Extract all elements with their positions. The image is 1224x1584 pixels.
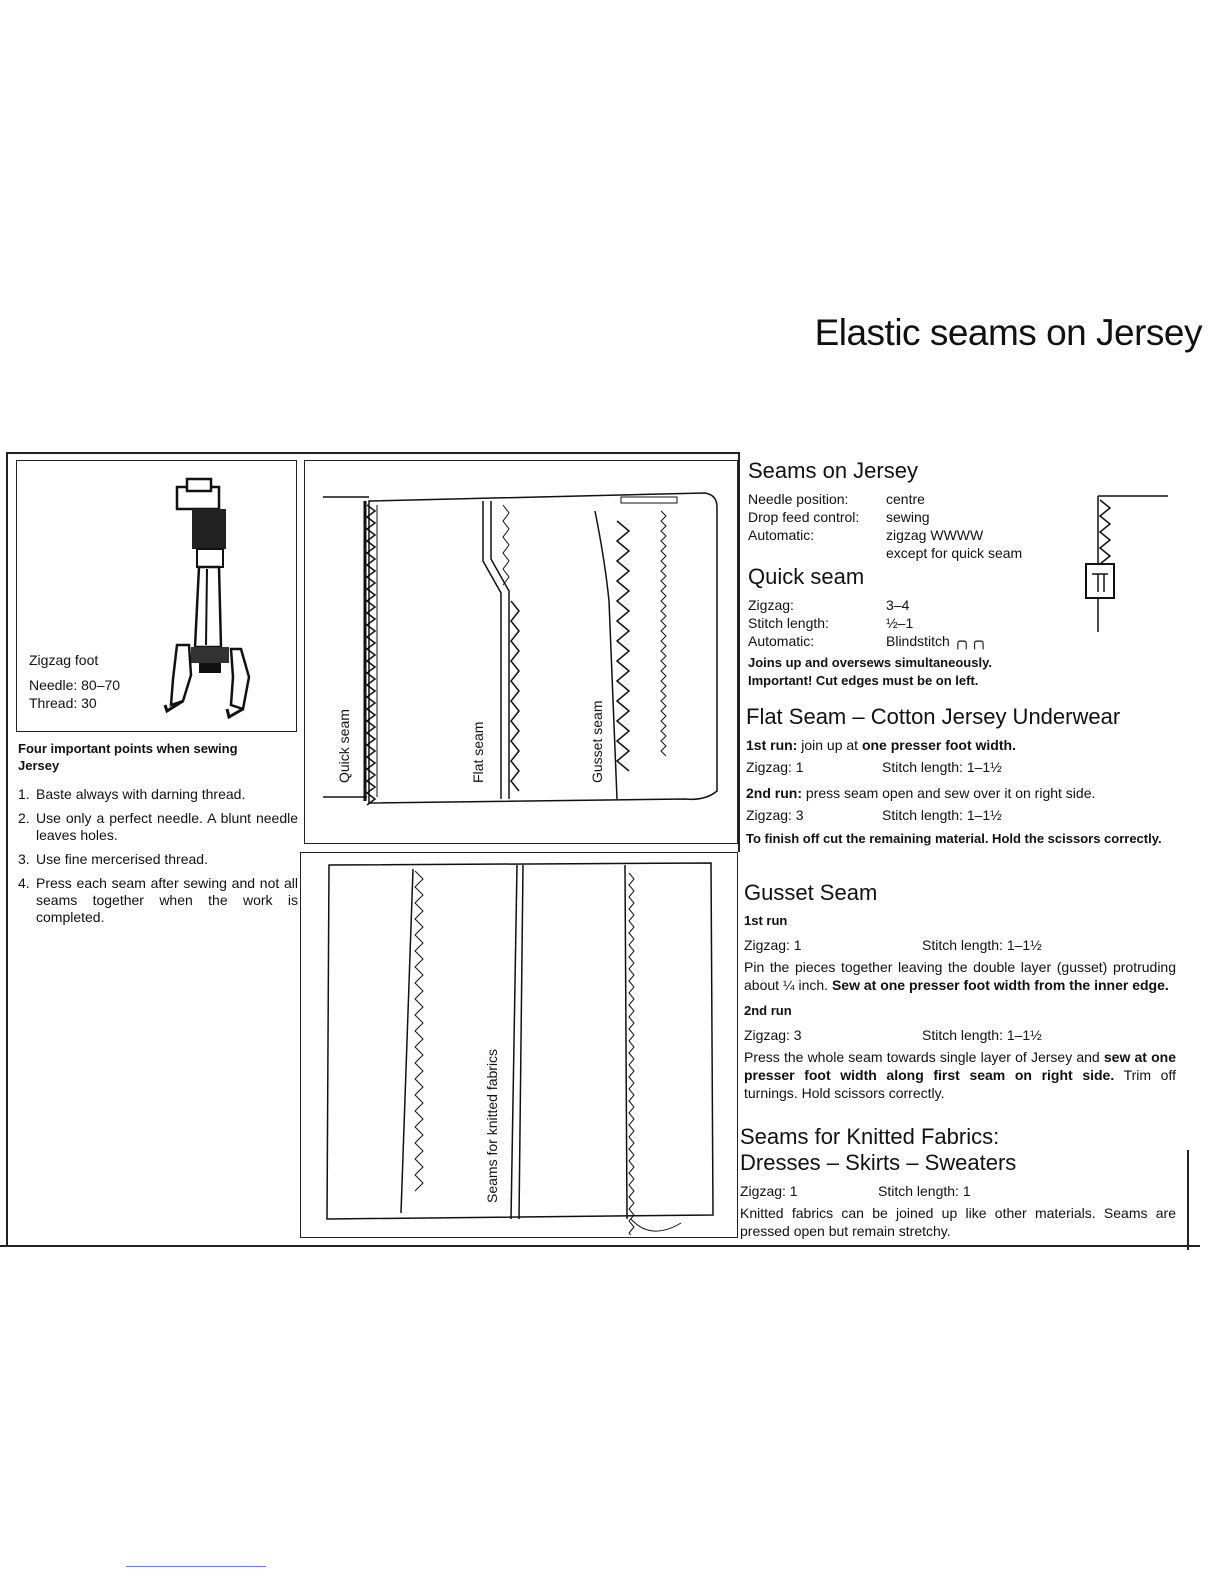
knitted-seams-figure [300, 852, 738, 1238]
knitted-settings: Zigzag: 1 Stitch length: 1 [740, 1183, 971, 1199]
tips-item: 4. Press each seam after sewing and not all seams together when the work is completed. [18, 875, 298, 925]
tips-item: 1. Baste always with darning thread. [18, 786, 246, 802]
zigzag-foot-illustration [137, 469, 297, 729]
flat-seam-run-1: 1st run: join up at one presser foot width. [746, 737, 1016, 753]
setting-row: Drop feed control: sewing [748, 509, 930, 525]
quick-seam-note-2: Important! Cut edges must be on left. [748, 673, 979, 688]
knitted-title-2: Dresses – Skirts – Sweaters [740, 1150, 1017, 1175]
flat-seam-finish: To finish off cut the remaining material. Hold the scissors correctly. [746, 831, 1162, 846]
quick-seam-diagram [1078, 486, 1178, 636]
gusset-run-1-label: 1st run [744, 913, 788, 928]
presser-foot-panel [16, 460, 297, 732]
gusset-seam-section [744, 880, 1176, 1102]
foot-name: Zigzag foot [29, 652, 99, 668]
seams-on-jersey-title: Seams on Jersey [748, 458, 918, 483]
gusset-seam-label: Gusset seam [589, 700, 605, 783]
tips-list [18, 786, 298, 926]
footer-rule [126, 1566, 266, 1567]
frame-right-line [1187, 1150, 1189, 1250]
tips-item: 2. Use only a perfect needle. A blunt needle leaves holes. [18, 810, 298, 843]
gusset-run-1-text: Pin the pieces together leaving the double layer (gusset) protruding about ¼ inch. Sew at one presser foot width from the inner edge. [744, 959, 1176, 993]
page-title: Elastic seams on Jersey [814, 312, 1202, 353]
quick-seam-section [748, 564, 1088, 690]
quick-seam-note-1: Joins up and oversews simultaneously. [748, 655, 992, 670]
flat-seam-section [746, 704, 1178, 848]
tips-section [18, 740, 298, 933]
gusset-run-2-text: Press the whole seam towards single layer of Jersey and sew at one presser foot width along first seam on right side. Trim off turnings. Hold scissors correctly. [744, 1049, 1176, 1101]
setting-row: Automatic: zigzag WWWW [748, 527, 984, 543]
setting-row: Needle position: centre [748, 491, 925, 507]
knitted-fabrics-section [740, 1124, 1176, 1240]
setting-row: Zigzag: 3–4 [748, 597, 910, 613]
knitted-title-1: Seams for Knitted Fabrics: [740, 1124, 1000, 1149]
gusset-run-2-settings: Zigzag: 3 Stitch length: 1–1½ [744, 1027, 1042, 1043]
foot-thread: Thread: 30 [29, 695, 97, 711]
frame-left-line [6, 452, 8, 1246]
knitted-text: Knitted fabrics can be joined up like other materials. Seams are pressed open but remain stretchy. [740, 1205, 1176, 1239]
flat-seam-run-1-settings: Zigzag: 1 Stitch length: 1–1½ [746, 759, 1002, 775]
gusset-run-1-settings: Zigzag: 1 Stitch length: 1–1½ [744, 937, 1042, 953]
frame-bottom-line [0, 1245, 1200, 1247]
tips-heading: Four important points when sewing Jersey [18, 741, 238, 773]
flat-seam-run-2-settings: Zigzag: 3 Stitch length: 1–1½ [746, 807, 1002, 823]
setting-row: Automatic: Blindstitch ╭╮╭╮ [748, 633, 988, 649]
setting-note: except for quick seam [886, 545, 1023, 561]
flat-seam-title: Flat Seam – Cotton Jersey Underwear [746, 704, 1121, 729]
gusset-seam-title: Gusset Seam [744, 880, 878, 905]
foot-needle: Needle: 80–70 [29, 677, 121, 693]
gusset-run-2-label: 2nd run [744, 1003, 792, 1018]
knitted-fabrics-label: Seams for knitted fabrics [484, 1048, 500, 1203]
quick-seam-title: Quick seam [748, 564, 865, 589]
setting-row: Stitch length: ½–1 [748, 615, 914, 631]
frame-divider-line [738, 452, 740, 852]
flat-seam-label: Flat seam [470, 721, 486, 783]
seam-samples-drawing [305, 461, 735, 841]
seam-samples-figure [304, 460, 738, 844]
tips-item: 3. Use fine mercerised thread. [18, 851, 208, 867]
knitted-seams-drawing [301, 853, 735, 1235]
flat-seam-run-2: 2nd run: press seam open and sew over it on right side. [746, 785, 1096, 801]
seams-on-jersey-section [748, 458, 1088, 562]
frame-top-line [6, 452, 740, 454]
quick-seam-label: Quick seam [336, 709, 352, 783]
